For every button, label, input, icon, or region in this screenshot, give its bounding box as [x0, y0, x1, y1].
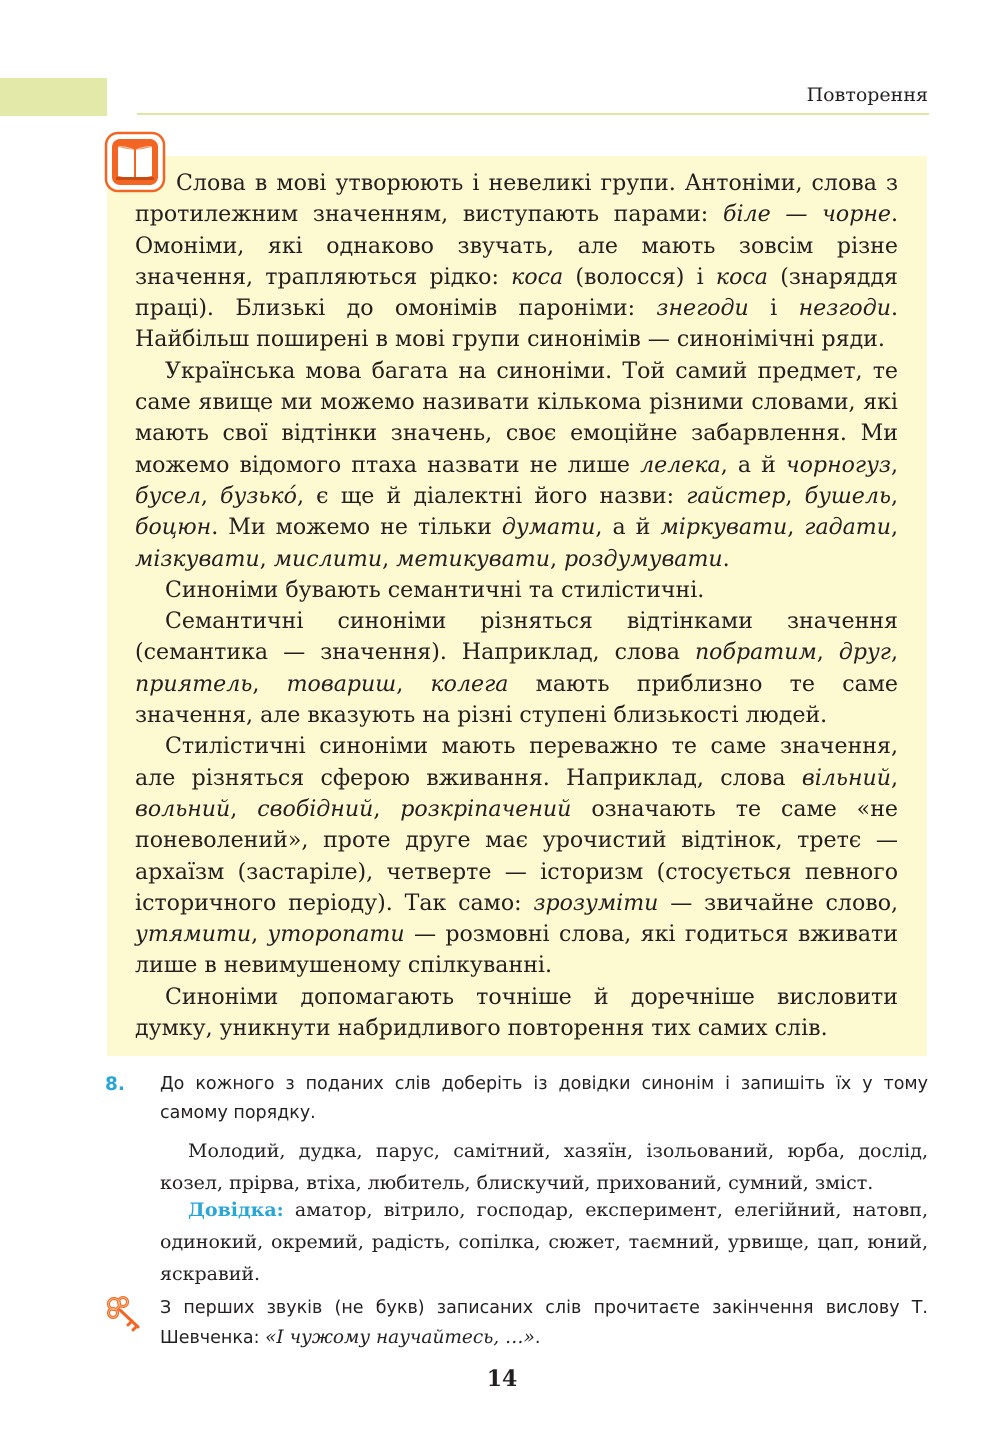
text-run: Стилістичні синоніми мають переважно те саме значення, але різняться сферою вживання. Наприклад, слова	[135, 733, 898, 791]
example-word: мислити	[273, 545, 383, 572]
page-number: 14	[486, 1366, 518, 1392]
hint-text: аматор, вітрило, господар, експеримент, елегійний, натовп, одинокий, окремий, радість, сопілка, сюжет, таємний, урвище, цап, юний, яскравий.	[160, 1199, 928, 1285]
example-word: гадати	[804, 514, 891, 541]
text-run: Слова в мові утворюють і невеликі групи. Антоніми, слова з протилежним значенням, виступають парами:	[135, 170, 898, 228]
example-word: уторопати	[267, 921, 405, 948]
text-run: ,	[252, 670, 287, 697]
hint-label: Довідка:	[188, 1199, 284, 1221]
text-run: ,	[259, 545, 274, 572]
shevchenko-quote: «І чужому научайтесь, …»	[265, 1327, 535, 1348]
theory-text	[135, 168, 898, 1044]
text-run: ,	[785, 482, 805, 509]
example-word: мізкувати	[135, 545, 260, 572]
text-run: ,	[890, 482, 899, 509]
text-run: ,	[200, 482, 221, 509]
example-word: товариш	[286, 670, 397, 697]
text-run: Українська мова багата на синоніми. Той самий предмет, те саме явище ми можемо називати кількома різними словами, які мають свої відтінки значень, своє емоційне забарвлення. Ми можемо відомого птаха назвати не лише	[135, 357, 898, 478]
task-hint	[160, 1194, 928, 1290]
example-word: колега	[430, 670, 509, 697]
example-word: бузько́	[220, 482, 297, 509]
example-word: незгоди	[798, 295, 891, 322]
example-word: думати	[501, 514, 596, 541]
text-run: ,	[890, 514, 899, 541]
text-run: — розмовні слова, які годиться вживати лише в невимушеному спілкуванні.	[135, 921, 899, 979]
text-run: ,	[251, 921, 268, 948]
text-run: ,	[382, 545, 397, 572]
key-task	[160, 1293, 928, 1353]
text-run: ,	[787, 514, 805, 541]
key-icon	[104, 1294, 146, 1334]
text-run: ,	[890, 639, 898, 666]
text-run: .	[722, 545, 730, 572]
text-run: (знаряддя праці). Близькі до омонімів пароніми:	[135, 263, 898, 322]
key-task-text: З перших звуків (не букв) записаних слів прочитаєте закінчення вислову Т. Шевченка:	[160, 1298, 928, 1348]
corner-tab	[0, 78, 107, 116]
example-word: метикувати	[396, 545, 550, 572]
text-run: ,	[890, 764, 898, 791]
text-run: Семантичні синоніми різняться відтінками значення (семантика — значення). Наприклад, слова	[135, 608, 898, 666]
example-word: міркувати	[660, 514, 788, 541]
text-run: , є ще й діалектні його назви:	[296, 482, 687, 509]
text-run: ,	[373, 795, 401, 822]
theory-paragraph-2	[135, 356, 898, 575]
example-word: лелека	[640, 451, 721, 478]
running-head: Повторення	[806, 84, 928, 106]
text-run: . Найбільш поширені в мові групи синонімів — синонімічні ряди.	[135, 295, 898, 353]
text-run: означають те саме «не поневолений», проте друге має урочистий відтінок, третє — архаїзм (застаріле), четверте — історизм (стосується певного історичного періоду). Так само:	[135, 795, 898, 916]
theory-paragraph-5	[135, 731, 898, 981]
example-word: коса	[511, 263, 564, 290]
text-run: . Ми можемо не тільки	[211, 514, 502, 541]
theory-paragraph-6: Синоніми допомагають точніше й доречніше висловити думку, уникнути набридливого повторення тих самих слів.	[135, 983, 898, 1042]
example-word: чорногуз	[785, 451, 891, 478]
task-instruction: До кожного з поданих слів доберіть із довідки синонім і запишіть їх у тому самому порядку.	[160, 1074, 928, 1123]
task-number: 8.	[105, 1074, 125, 1095]
example-word: свобідний	[257, 795, 374, 822]
example-word: побратим	[694, 639, 817, 666]
header-divider	[137, 113, 929, 115]
text-run: . Омоніми, які однаково звучать, але мають зовсім різне значення, трапляються рідко:	[135, 201, 898, 290]
text-run: ,	[396, 670, 431, 697]
example-word: утямити	[135, 921, 252, 948]
example-word: бусел	[135, 482, 201, 509]
text-run: ,	[230, 795, 258, 822]
example-word: приятель	[135, 670, 253, 697]
theory-paragraph-1	[135, 168, 898, 356]
example-word: вольний	[135, 795, 231, 822]
text-run: ,	[816, 639, 839, 666]
example-word: роздумувати	[564, 545, 723, 572]
key-task-end: .	[534, 1328, 541, 1348]
example-word: зрозуміти	[533, 889, 659, 916]
example-word: розкріпачений	[400, 795, 572, 822]
text-run: , а й	[720, 451, 786, 478]
example-word: вільний	[801, 764, 891, 791]
text-run: — звичайне слово,	[658, 889, 899, 916]
theory-paragraph-3: Синоніми бувають семантичні та стилістичні.	[165, 576, 705, 603]
example-word: знегоди	[656, 295, 749, 322]
theory-paragraph-4	[135, 606, 898, 731]
text-run: і	[748, 295, 799, 322]
example-word: гайстер	[686, 482, 786, 509]
example-word: бушель	[804, 482, 891, 509]
text-run: , а й	[595, 514, 661, 541]
text-run: ,	[549, 545, 564, 572]
example-word: друг	[838, 639, 891, 666]
task-words: Молодий, дудка, парус, самітний, хазяїн, ізольований, юрба, дослід, козел, прірва, втіха, любитель, блискучий, прихований, сумний, зміст.	[160, 1140, 928, 1194]
text-run: мають приблизно те саме значення, але вказують на різні ступені близькості людей.	[135, 670, 899, 729]
text-run: (волосся) і	[563, 263, 716, 290]
example-word: коса	[715, 263, 768, 290]
example-word: боцюн	[135, 514, 212, 541]
example-word: біле — чорне	[722, 201, 891, 228]
text-run: ,	[890, 451, 898, 478]
